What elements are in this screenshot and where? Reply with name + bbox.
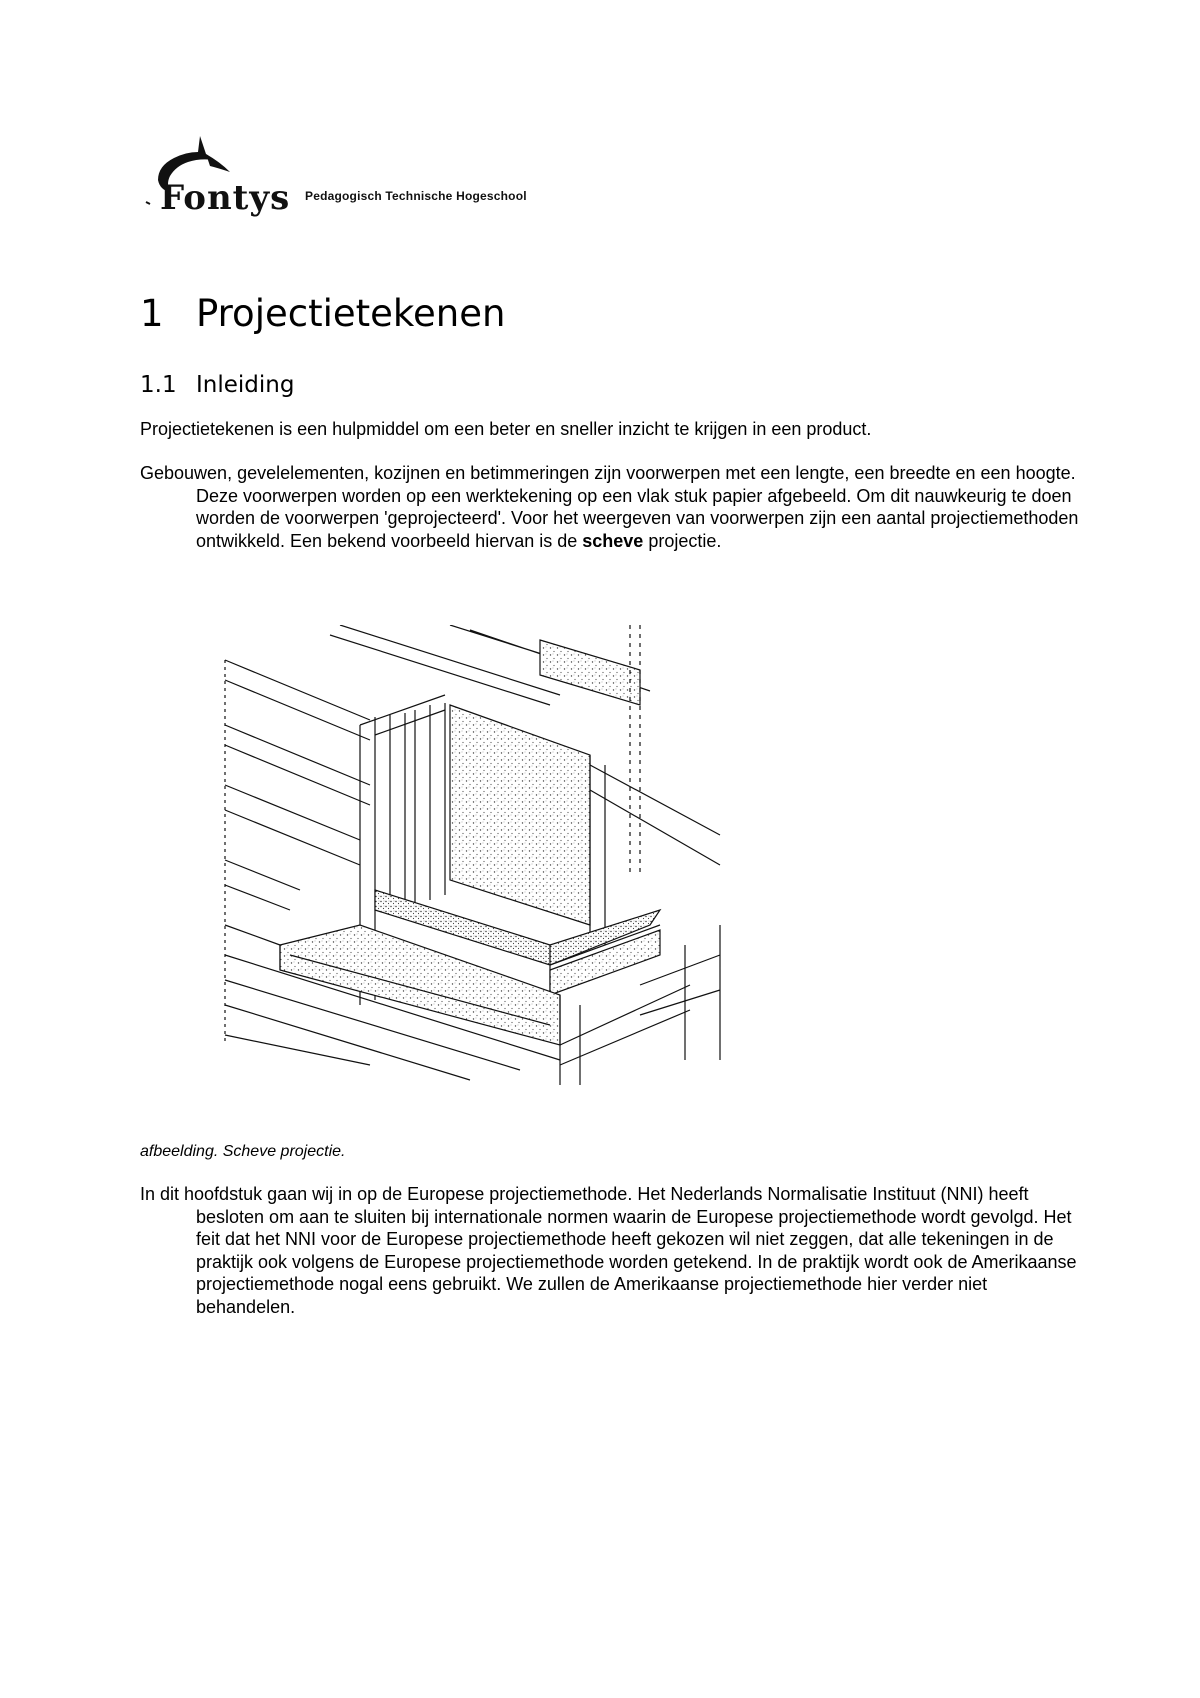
emphasis-scheve: scheve [582, 530, 644, 551]
projection-paragraph: In dit hoofdstuk gaan wij in op de Europese projectiemethode. Het Nederlands Normalisatie Instituut (NNI) heeft besloten om aan te sluiten bij internationale normen waarin de Europese projectiemethode wordt gevolgd. Het feit dat het NNI voor de Europese projectiemethode heeft gekozen wil niet zeggen, dat alle tekeningen in de praktijk ook volgens de Europese projectiemethode worden getekend. In de praktijk wordt ook de Amerikaanse projectiemethode nogal eens gebruikt. We zullen de Amerikaanse projectiemethode hier verder niet behandelen. [140, 1184, 1077, 1317]
oblique-projection-drawing [220, 625, 780, 1093]
chapter-heading [140, 292, 505, 335]
chapter-title: Projectietekenen [196, 292, 506, 335]
objects-paragraph [140, 462, 1080, 552]
section-heading [140, 372, 294, 398]
intro-paragraph: Projectietekenen is een hulpmiddel om een beter en sneller inzicht te krijgen in een product. [140, 419, 872, 439]
section-title: Inleiding [196, 372, 295, 398]
page-header [140, 132, 600, 222]
section-number: 1.1 [140, 372, 177, 398]
objects-text: Gebouwen, gevelelementen, kozijnen en betimmeringen zijn voorwerpen met een lengte, een breedte en een hoogte. Deze voorwerpen worden op een werktekening op een vlak stuk papier afgebeeld. Om dit nauwkeurig te doen worden de voorwerpen 'geprojecteerd'. Voor het weergeven van voorwerpen zijn een aantal projectiemethoden ontwikkeld. Een bekend voorbeeld hiervan is de [140, 463, 1079, 551]
institute-name: Pedagogisch Technische Hogeschool [305, 189, 527, 203]
logo-text: Fontys [160, 178, 291, 218]
objects-text-end: projectie. [643, 530, 722, 551]
chapter-number: 1 [140, 292, 164, 335]
figure-caption: afbeelding. Scheve projectie. [140, 1143, 346, 1160]
